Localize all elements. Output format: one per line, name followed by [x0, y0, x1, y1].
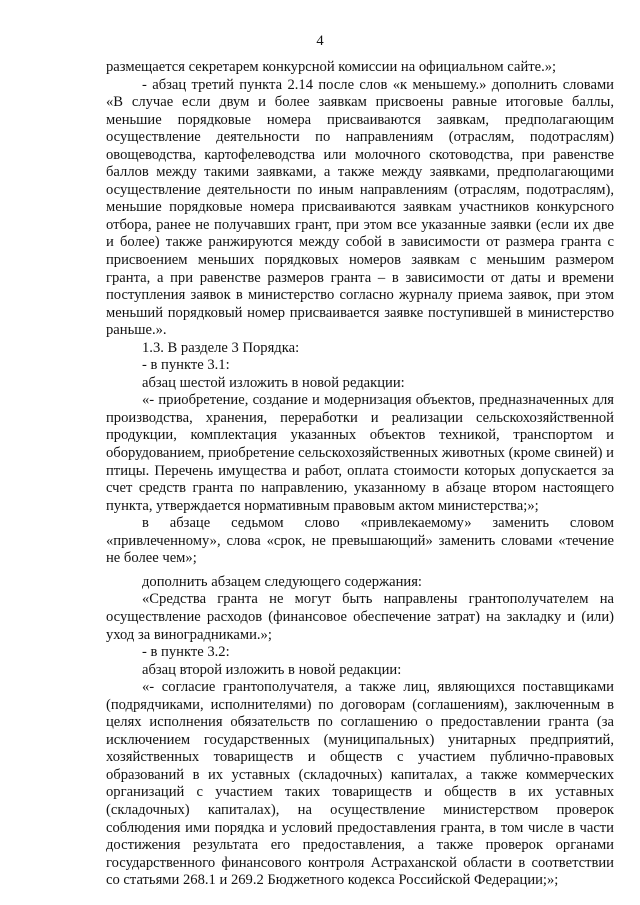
paragraph-6: «- приобретение, создание и модернизация объектов, предназначенных для производства, хранения, переработки и реализации сельскохозяйственной продукции, комплектация указанных объектов техникой, транспортом и оборудованием, приобретение сельскохозяйственных животных (кроме свиней) и птицы. Перечень имущества и работ, оплата стоимости которых допускается за счет средств гранта по направлению, указанному в абзаце втором настоящего пункта, утверждается нормативным правовым актом министерства;»;	[106, 392, 614, 514]
paragraph-5: абзац шестой изложить в новой редакции:	[142, 374, 405, 391]
paragraph-4: - в пункте 3.1:	[142, 357, 230, 374]
paragraph-7: в абзаце седьмом слово «привлекаемому» заменить словом «привлеченному», слова «срок, не превышающий» заменить словами «течение не более чем»;	[106, 515, 614, 567]
paragraph-12: «- согласие грантополучателя, а также лиц, являющихся поставщиками (подрядчиками, исполнителями) по договорам (соглашениям), заключенным в целях исполнения обязательств по соглашению о предоставлении гранта (за исключением государственных (муниципальных) унитарных предприятий, хозяйственных товариществ и обществ с участием публично-правовых образований в их уставных (складочных) капиталах, а также коммерческих организаций с участием таких товариществ и обществ в их уставных (складочных) капиталах), на осуществление министерством проверок соблюдения ими порядка и условий предоставления гранта, в том числе в части достижения результата его предоставления, а также проверок органами государственного финансового контроля Астраханской области в соответствии со статьями 268.1 и 269.2 Бюджетного кодекса Российской Федерации;»;	[106, 679, 614, 889]
paragraph-8: дополнить абзацем следующего содержания:	[142, 573, 422, 590]
paragraph-10: - в пункте 3.2:	[142, 644, 230, 661]
paragraph-3: 1.3. В разделе 3 Порядка:	[142, 339, 300, 356]
page-number: 4	[316, 33, 324, 49]
paragraph-2: - абзац третий пункта 2.14 после слов «к меньшему.» дополнить словами «В случае если двум и более заявкам присвоены равные итоговые баллы, меньшие порядковые номера присваиваются заявкам, предполагающим осуществление деятельности по направлениям (отраслям, подотраслям) овощеводства, картофелеводства или молочного скотоводства, при равенстве баллов между такими заявками, а также между заявками, предполагающими осуществление деятельности по иным направлениям (отраслям, подотраслям), меньшие порядковые номера присваиваются заявкам участников конкурсного отбора, ранее не получавших грант, при этом все указанные заявки (если их две и более) также ранжируются между собой в зависимости от размера гранта с присвоением меньших порядковых номеров заявкам с меньшим размером гранта, а при равенстве размеров гранта – в зависимости от даты и времени поступления заявок в министерство согласно журналу приема заявок, при этом меньший порядковый номер присваивается заявке поступившей в министерство раньше.».	[106, 76, 614, 339]
paragraph-11: абзац второй изложить в новой редакции:	[142, 661, 402, 678]
paragraph-9: «Средства гранта не могут быть направлены грантополучателем на осуществление расходов (финансовое обеспечение затрат) на закладку и (или) уход за виноградниками.»;	[106, 591, 614, 643]
paragraph-1: размещается секретарем конкурсной комиссии на официальном сайте.»;	[106, 59, 557, 75]
document-body	[106, 59, 614, 890]
